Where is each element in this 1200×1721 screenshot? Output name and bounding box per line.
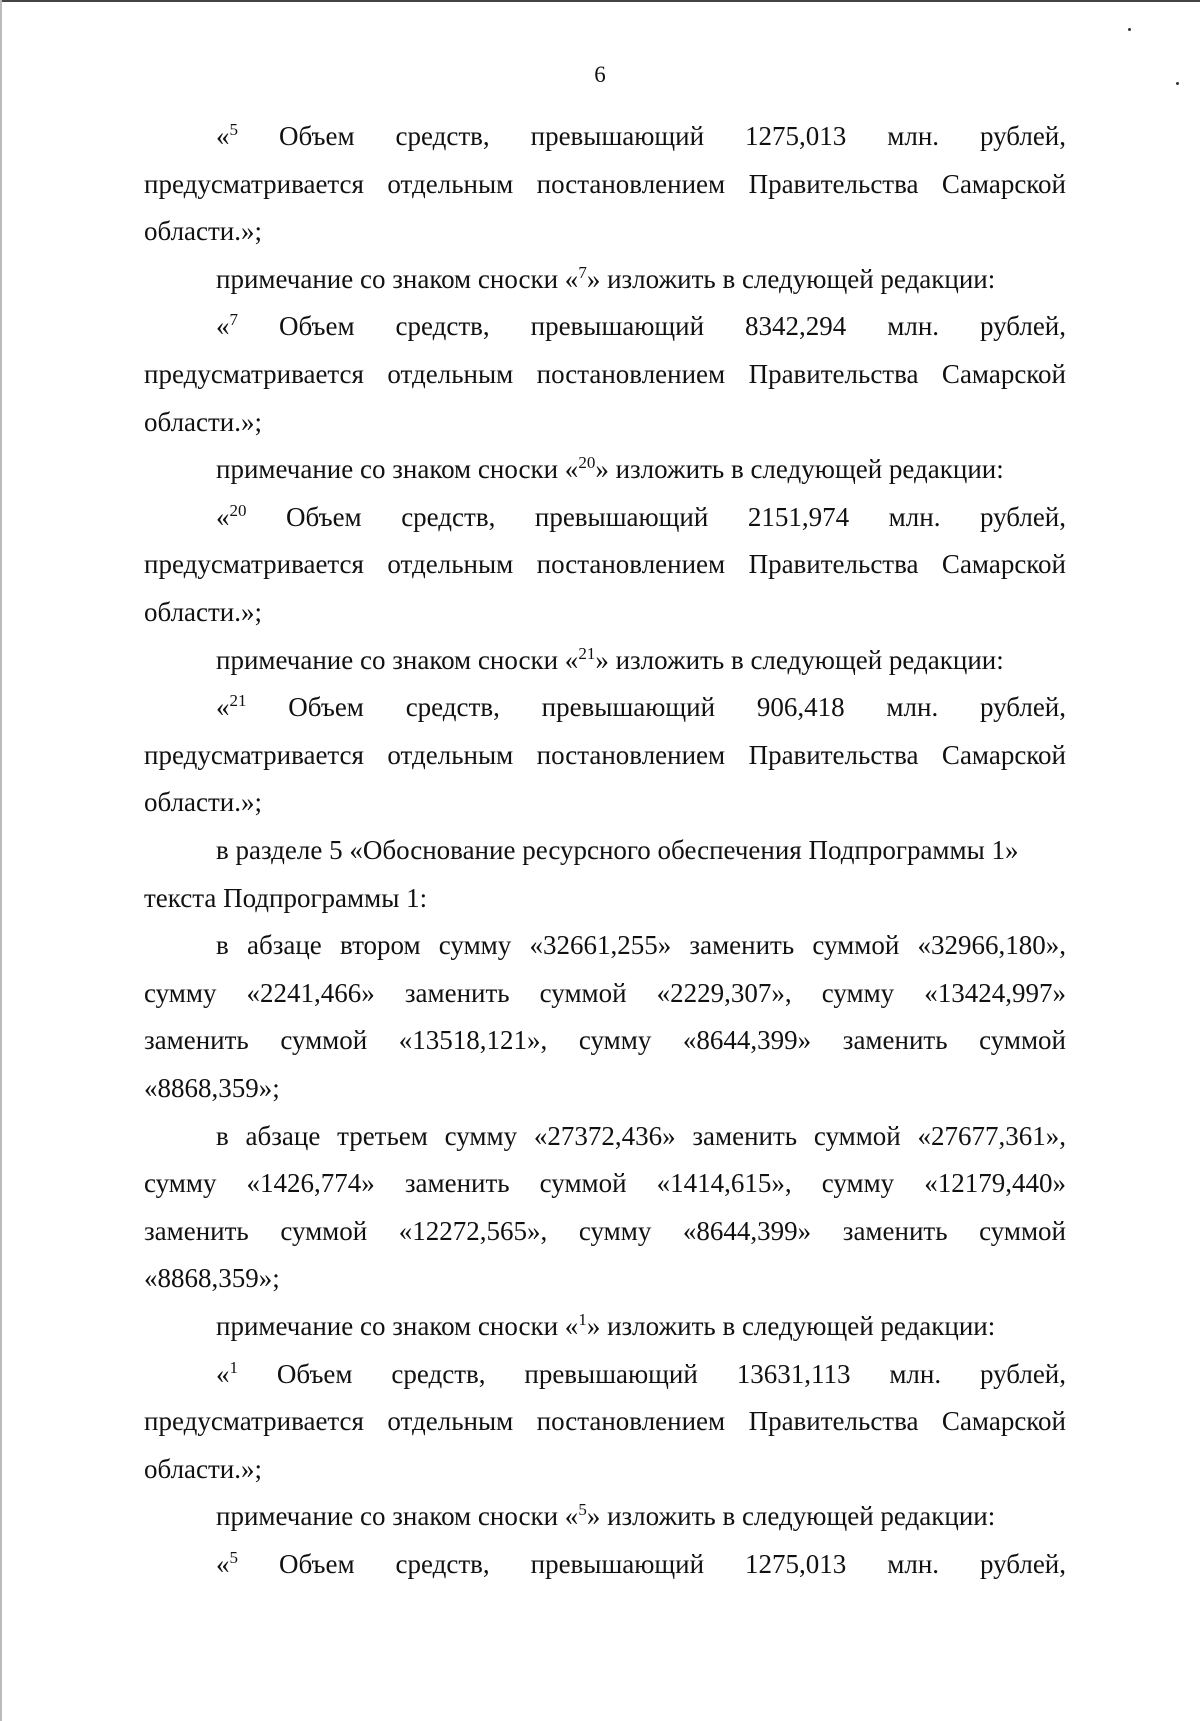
text-line: [216, 449, 1066, 489]
footnote-mark: 20: [578, 453, 596, 473]
text-line: [216, 497, 1066, 537]
footnote-mark: 5: [578, 1500, 587, 1520]
text-line: предусматривается отдельным постановлением Правительства Самарской: [144, 739, 1066, 770]
scan-top-edge: [0, 0, 1200, 2]
text-line: в абзаце втором сумму «32661,255» заменить суммой «32966,180»,: [216, 930, 1066, 961]
text-line: [216, 640, 1066, 680]
footnote-mark: 1: [229, 1357, 238, 1377]
scan-speck: [1128, 28, 1131, 31]
text-line: [216, 1306, 1066, 1346]
footnote-mark: 21: [578, 643, 596, 663]
text-line: сумму «1426,774» заменить суммой «1414,615», сумму «12179,440»: [144, 1168, 1066, 1199]
text-segment: примечание со знаком сноски «: [216, 1501, 579, 1532]
text-segment: «: [216, 311, 230, 342]
text-line: «8868,359»;: [144, 1073, 280, 1103]
text-segment: примечание со знаком сноски «: [216, 263, 579, 294]
text-segment: примечание со знаком сноски «: [216, 644, 579, 675]
text-line: [216, 116, 1066, 156]
text-segment: примечание со знаком сноски «: [216, 1311, 579, 1341]
text-line: [216, 259, 1066, 299]
footnote-mark: 1: [578, 1310, 587, 1329]
text-segment: Объем средств, превышающий 906,418 млн. рублей,: [246, 692, 1066, 723]
text-line: «8868,359»;: [144, 1263, 280, 1294]
text-line: предусматривается отдельным постановлением Правительства Самарской: [144, 549, 1066, 580]
footnote-mark: 5: [229, 120, 238, 139]
text-line: заменить суммой «12272,565», сумму «8644,399» заменить суммой: [144, 1215, 1066, 1246]
text-segment: Объем средств, превышающий 13631,113 млн. рублей,: [238, 1358, 1066, 1389]
text-line: области.»;: [144, 406, 263, 437]
scan-left-edge: [0, 0, 2, 1721]
footnote-mark: 7: [229, 310, 238, 330]
text-segment: Объем средств, превышающий 8342,294 млн. рублей,: [238, 311, 1066, 342]
footnote-mark: 20: [229, 500, 247, 520]
text-segment: » изложить в следующей редакции:: [586, 263, 996, 294]
text-segment: » изложить в следующей редакции:: [586, 1311, 996, 1341]
text-line: заменить суммой «13518,121», сумму «8644,399» заменить суммой: [144, 1025, 1066, 1056]
text-line: [216, 1544, 1066, 1584]
text-line: сумму «2241,466» заменить суммой «2229,307», сумму «13424,997»: [144, 977, 1066, 1008]
text-line: предусматривается отдельным постановлением Правительства Самарской: [144, 168, 1066, 199]
footnote-mark: 21: [229, 691, 247, 711]
text-line: предусматривается отдельным постановлением Правительства Самарской: [144, 1406, 1066, 1437]
text-line: области.»;: [144, 1453, 263, 1484]
text-line: [216, 306, 1066, 346]
text-line: [216, 687, 1066, 727]
text-segment: Объем средств, превышающий 1275,013 млн. рублей,: [238, 1549, 1066, 1579]
text-segment: » изложить в следующей редакции:: [595, 644, 1004, 675]
text-line: в абзаце третьем сумму «27372,436» заменить суммой «27677,361»,: [216, 1120, 1066, 1151]
text-segment: » изложить в следующей редакции:: [595, 454, 1004, 485]
text-segment: примечание со знаком сноски «: [216, 454, 579, 485]
text-segment: » изложить в следующей редакции:: [586, 1501, 996, 1532]
text-line: предусматривается отдельным постановлением Правительства Самарской: [144, 359, 1066, 389]
footnote-mark: 7: [578, 262, 587, 282]
footnote-mark: 5: [229, 1548, 238, 1567]
text-line: текста Подпрограммы 1:: [144, 882, 428, 913]
text-line: области.»;: [144, 597, 263, 627]
text-segment: Объем средств, превышающий 2151,974 млн. рублей,: [246, 501, 1066, 532]
text-segment: Объем средств, превышающий 1275,013 млн. рублей,: [238, 121, 1066, 151]
text-segment: «: [216, 501, 230, 532]
text-line: в разделе 5 «Обоснование ресурсного обеспечения Подпрограммы 1»: [216, 835, 1019, 865]
text-line: [216, 1354, 1066, 1394]
text-segment: «: [216, 692, 230, 723]
text-segment: «: [216, 121, 230, 151]
text-line: области.»;: [144, 787, 263, 818]
text-line: [216, 1496, 1066, 1536]
page-number: 6: [594, 62, 606, 87]
text-segment: «: [216, 1358, 230, 1389]
text-line: области.»;: [144, 216, 263, 247]
text-segment: «: [216, 1549, 230, 1579]
